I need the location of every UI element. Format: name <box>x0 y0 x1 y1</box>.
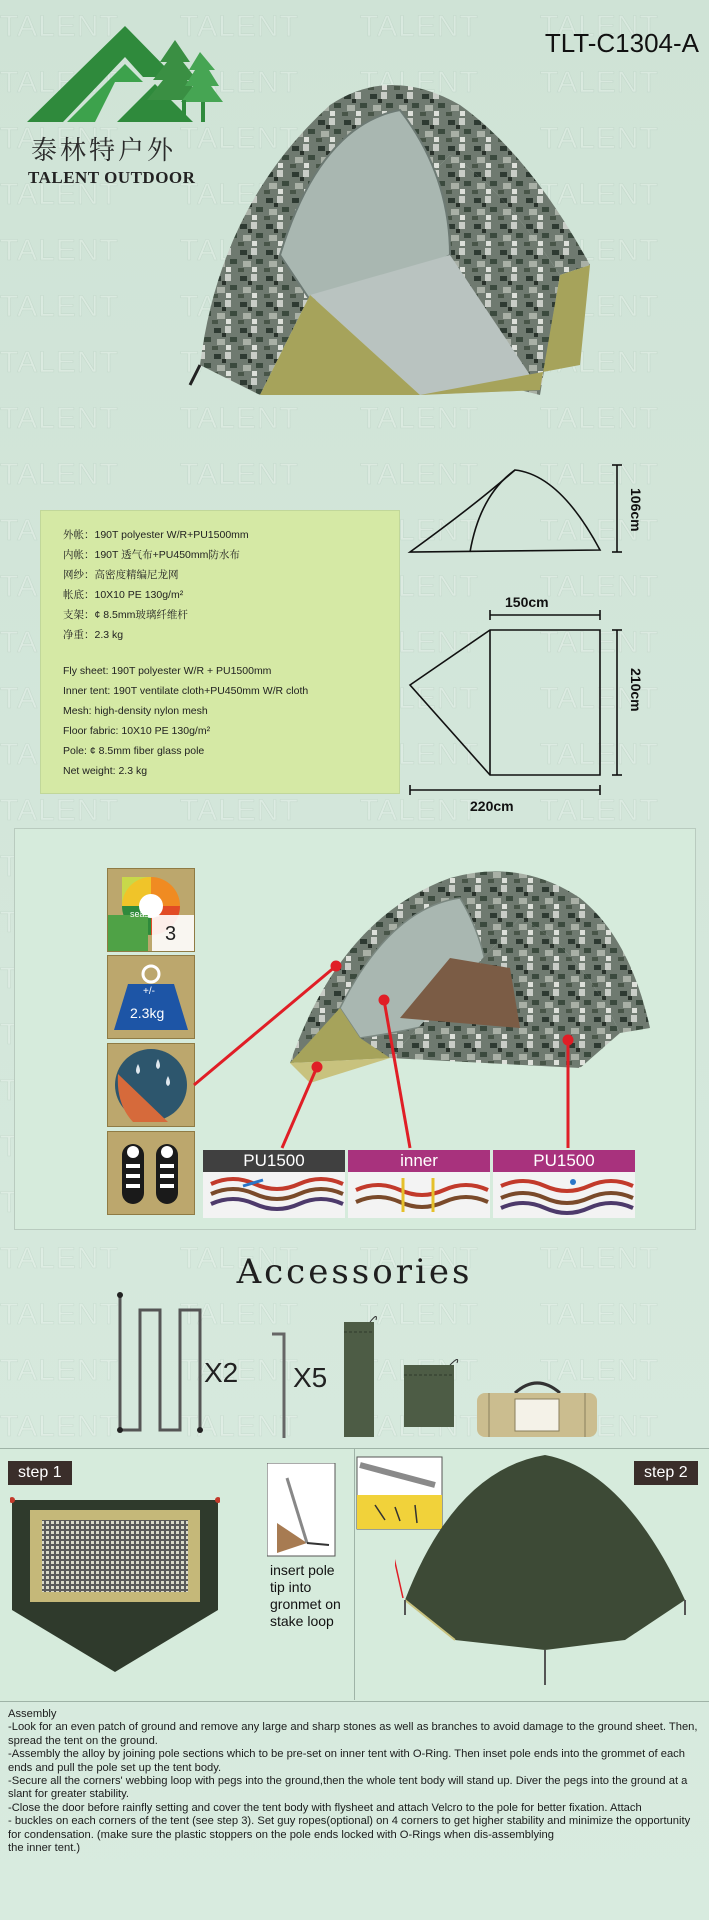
fabric-pu1500-floor <box>493 1150 635 1218</box>
spec-en-line: Pole: ¢ 8.5mm fiber glass pole <box>63 745 205 757</box>
weight-value: 2.3kg <box>130 1005 165 1021</box>
season-icon <box>107 868 195 952</box>
stake-icon <box>270 1330 290 1440</box>
spec-cn-line: 帐底：10X10 PE 130g/m² <box>63 589 184 601</box>
season-label: season <box>130 909 160 919</box>
model-number: TLT-C1304-A <box>544 28 699 58</box>
spec-en-line: Net weight: 2.3 kg <box>63 765 148 777</box>
specifications-box <box>40 510 400 794</box>
assembly-line: - buckles on each corners of the tent (see step 3). Set guy ropes(optional) on 4 corners to get higher stability and minimize the opportunity for condensation. (make sure the plastic stoppers on the pole ends locked with O-Rings when dis-assemblying <box>8 1815 691 1841</box>
step-1-inset <box>267 1463 337 1558</box>
spec-en-line: Floor fabric: 10X10 PE 130g/m² <box>63 725 211 737</box>
season-value: 3 <box>165 923 177 945</box>
step-1-tag: step 1 <box>8 1461 72 1485</box>
fabric-label: inner <box>348 1150 490 1172</box>
spec-cn-line: 支架：¢ 8.5mm玻璃纤维杆 <box>63 609 188 621</box>
pole-bag-icon <box>340 1310 380 1440</box>
assembly-line: -Look for an even patch of ground and remove any large and sharp stones as well as branches to avoid damage to the ground sheet. Then, spread the tent on the ground. <box>8 1721 698 1747</box>
step-1-ground-sheet <box>10 1490 220 1675</box>
step-2-tag: step 2 <box>634 1461 698 1485</box>
step-1-instruction: insert pole tip into gronmet on stake loop <box>270 1562 341 1629</box>
assembly-line: the inner tent.) <box>8 1842 81 1855</box>
depth-dimension: 210cm <box>628 668 644 712</box>
carry-bag-icon <box>475 1375 600 1440</box>
fabric-inner <box>348 1150 490 1218</box>
fabric-label: PU1500 <box>493 1150 635 1172</box>
assembly-line: -Assembly the alloy by joining pole sections which to be pre-set on inner tent with O-Ring. Then inset pole ends into the grommet of each ends and pull the pole set up the tent body. <box>8 1748 686 1774</box>
fabric-label: PU1500 <box>203 1150 345 1172</box>
step-2-tent <box>395 1450 695 1690</box>
tent-poles-icon <box>110 1290 210 1440</box>
spec-cn-line: 内帐：190T 透气布+PU450mm防水布 <box>63 549 240 561</box>
sleeping-bags-icon <box>107 1131 195 1215</box>
waterproof-icon <box>107 1043 195 1127</box>
spec-cn-line: 网纱：高密度精编尼龙网 <box>63 569 179 581</box>
dimension-diagram <box>395 455 655 815</box>
brand-name-english: TALENT OUTDOOR <box>28 168 196 187</box>
fabric-weave-icon <box>348 1172 490 1218</box>
weight-icon <box>107 955 195 1039</box>
fabric-weave-icon <box>493 1172 635 1218</box>
stake-bag-icon <box>402 1355 462 1430</box>
length-dimension: 220cm <box>470 798 514 814</box>
stakes-quantity: X5 <box>293 1362 328 1393</box>
tent-photo <box>160 65 620 450</box>
assembly-line: -Close the door before rainfly setting and cover the tent body with flysheet and attach Velcro to the pole for better fixation. Attach <box>8 1801 642 1814</box>
assembly-heading: Assembly <box>8 1708 57 1720</box>
fabric-weave-icon <box>203 1172 345 1218</box>
width-dimension: 150cm <box>505 594 549 610</box>
brand-name-chinese: 泰林特户外 <box>31 136 177 166</box>
fabric-pu1500-fly <box>203 1150 345 1218</box>
poles-quantity: X2 <box>204 1357 239 1388</box>
spec-cn-line: 外帐：190T polyester W/R+PU1500mm <box>63 529 249 541</box>
spec-en-line: Fly sheet: 190T polyester W/R + PU1500mm <box>63 665 272 677</box>
assembly-instructions <box>8 1708 704 1855</box>
spec-en-line: Inner tent: 190T ventilate cloth+PU450mm W/R cloth <box>63 685 309 697</box>
height-dimension: 106cm <box>628 488 644 532</box>
spec-en-line: Mesh: high-density nylon mesh <box>63 705 208 717</box>
weight-tolerance: +/- <box>143 986 155 997</box>
assembly-line: -Secure all the corners' webbing loop with pegs into the ground,then the whole tent body will stand up. Diver the pegs into the ground at a slant for greater stability. <box>8 1775 688 1801</box>
tent-feature-photo <box>280 858 660 1098</box>
spec-cn-line: 净重：2.3 kg <box>63 629 124 641</box>
accessories-title: Accessories <box>236 1252 473 1292</box>
